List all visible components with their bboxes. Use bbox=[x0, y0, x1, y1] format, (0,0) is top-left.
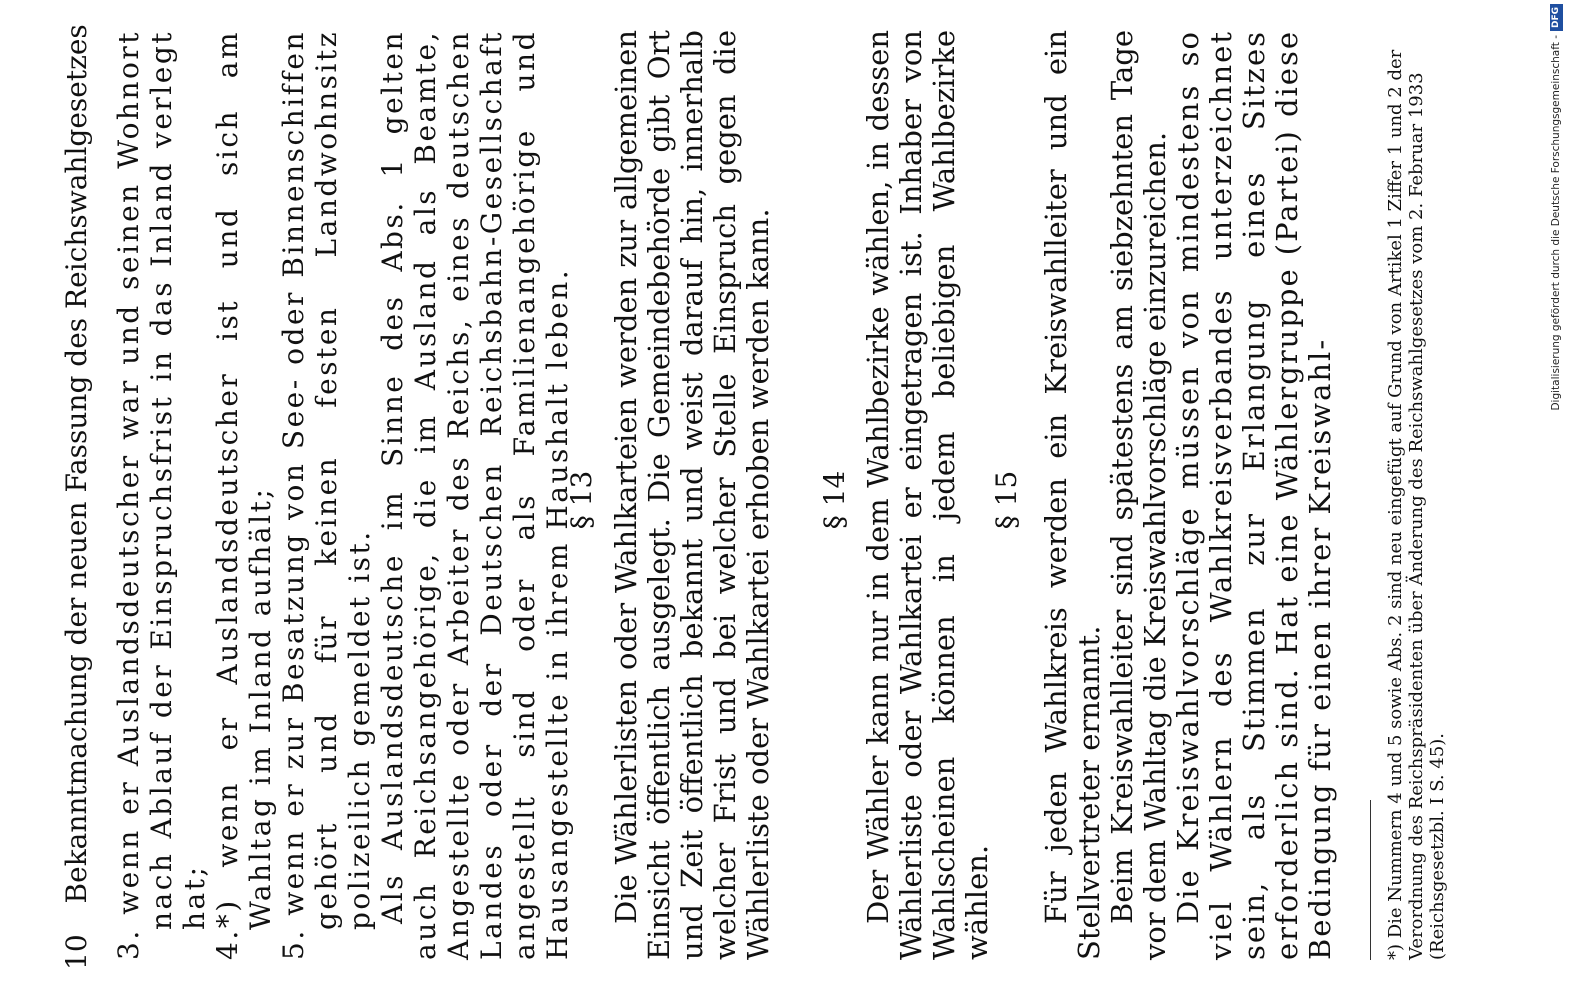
dfg-logo: DFG bbox=[1550, 4, 1563, 31]
list-item: 4.*) wenn er Auslandsdeutscher ist und sich am Wahltag im Inland aufhält; bbox=[211, 30, 277, 960]
paragraph: Als Auslandsdeutsche im Sinne des Abs. 1 gelten auch Reichsangehörige, die im Ausland als Beamte, Angestellte oder Arbeiter des Reichs, eines deutschen Landes oder der Deutschen Reichsbahn-Gesellschaft angestellt sind oder als Familienangehörige und Hausangestellte in ihrem Haushalt leben. bbox=[376, 30, 574, 960]
footnote bbox=[1385, 30, 1448, 960]
list-item: 5. wenn er zur Besatzung von See- oder Binnenschiffen gehört und für keinen festen Landwohnsitz polizeilich gemeldet ist. bbox=[277, 30, 376, 960]
section-body bbox=[610, 30, 775, 960]
paragraph: Die Kreiswahlvorschläge müssen von mindestens so viel Wählern des Wahlkreisverbandes unterzeichnet sein, als Stimmen zur Erlangung eines Sitzes erforderlich sind. Hat eine Wählergruppe (Partei) diese Bedingung für einen ihrer Kreiswahl- bbox=[1171, 30, 1337, 960]
list-item: 3. wenn er Auslandsdeutscher war und seinen Wohnort nach Ablauf der Einspruchsfrist in das Inland verlegt hat; bbox=[112, 30, 211, 960]
page-number: 10 bbox=[60, 934, 93, 970]
footnote-rule bbox=[1370, 800, 1371, 960]
section-body bbox=[862, 30, 994, 960]
footnote-text: *) Die Nummern 4 und 5 sowie Abs. 2 sind neu eingefügt auf Grund von Artikel 1 Ziffer 1 und 2 der Verordnung des Reichspräsidenten über Änderung des Reichswahlgesetzes vom 2. Februar 1933 (Reichsgesetzbl. I S. 45). bbox=[1385, 49, 1448, 960]
paragraph: Beim Kreiswahlleiter sind spätestens am siebzehnten Tage vor dem Wahltag die Kreiswahlvorschläge einzureichen. bbox=[1105, 30, 1172, 960]
section-body bbox=[1040, 30, 1337, 960]
running-header bbox=[60, 10, 93, 970]
item-list bbox=[112, 30, 574, 960]
section-heading: § 14 bbox=[818, 470, 851, 530]
section-heading: § 15 bbox=[990, 470, 1023, 530]
paragraph: Die Wählerlisten oder Wahlkarteien werden zur allgemeinen Einsicht öffentlich ausgelegt. Die Gemeindebehörde gibt Ort und Zeit öffentlich bekannt und weist darauf hin, innerhalb welcher Frist und bei welcher Stelle Einspruch gegen die Wählerliste oder Wahlkartei erhoben werden kann. bbox=[609, 30, 775, 960]
running-title: Bekanntmachung der neuen Fassung des Reichswahlgesetzes bbox=[60, 24, 93, 904]
paragraph: Der Wähler kann nur in dem Wahlbezirke wählen, in dessen Wählerliste oder Wahlkartei er eingetragen ist. Inhaber von Wahlscheinen können in jedem beliebigen Wahlbezirke wählen. bbox=[861, 30, 994, 960]
paragraph: Für jeden Wahlkreis werden ein Kreiswahlleiter und ein Stellvertreter ernannt. bbox=[1039, 30, 1106, 960]
section-heading: § 13 bbox=[565, 470, 598, 530]
digitization-note: Digitalisierung gefördert durch die Deutsche Forschungsgemeinschaft - bbox=[1550, 35, 1562, 411]
digitization-strip bbox=[1545, 0, 1567, 1000]
